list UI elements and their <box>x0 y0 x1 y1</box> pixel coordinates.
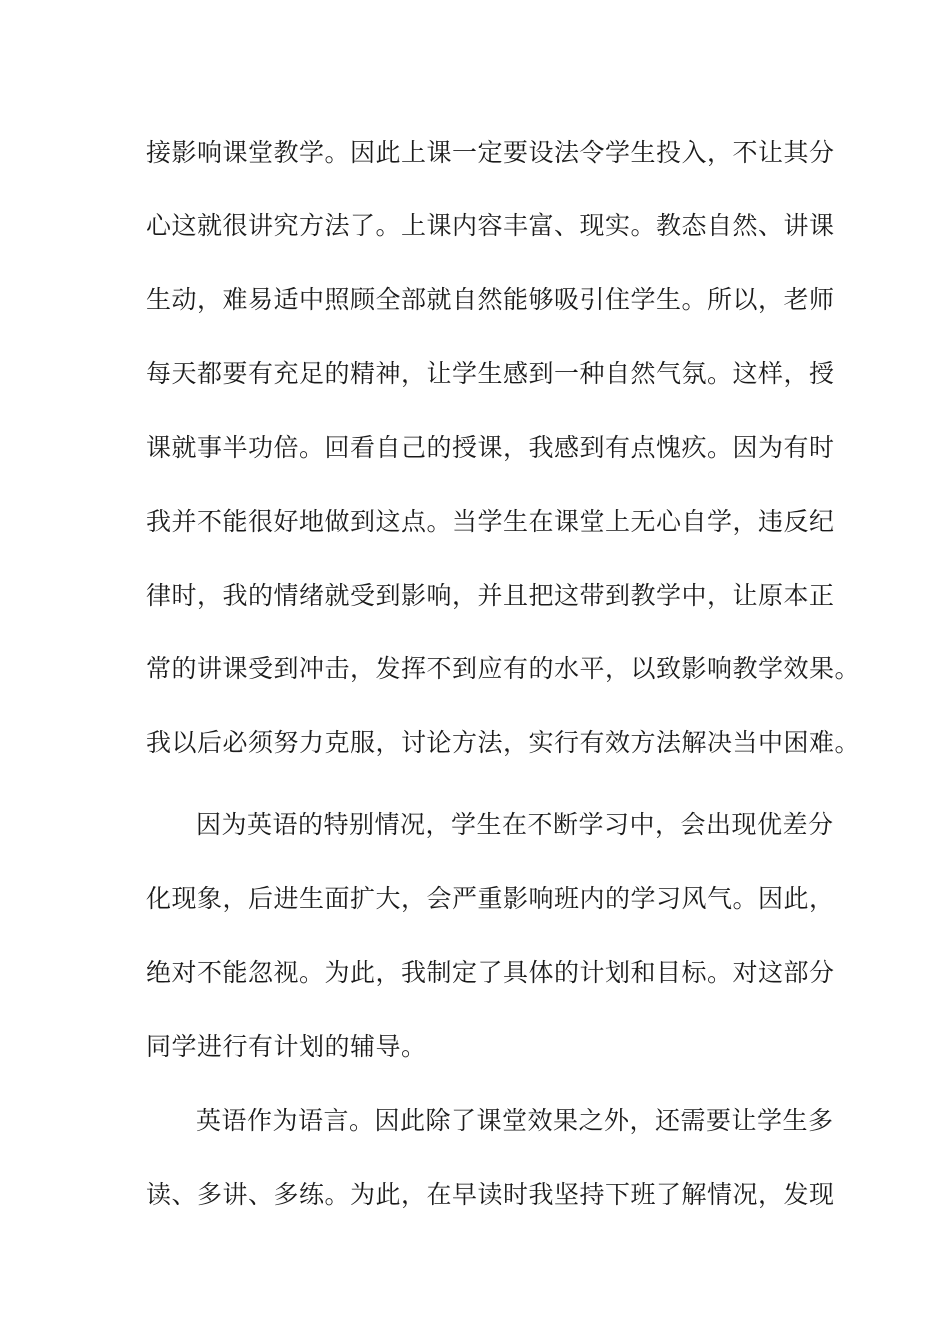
text-line-8: 常的讲课受到冲击，发挥不到应有的水平，以致影响教学效果。 <box>146 654 861 683</box>
text-line-7: 律时，我的情绪就受到影响，并且把这带到教学中，让原本正 <box>146 581 835 610</box>
text-line-9: 我以后必须努力克服，讨论方法，实行有效方法解决当中困难。 <box>146 728 861 757</box>
text-line-2: 心这就很讲究方法了。上课内容丰富、现实。教态自然、讲课 <box>146 211 835 240</box>
paragraph-3-line-2: 读、多讲、多练。为此，在早读时我坚持下班了解情况，发现 <box>146 1180 835 1209</box>
text-line-3: 生动，难易适中照顾全部就自然能够吸引住学生。所以，老师 <box>146 285 835 314</box>
text-line-1: 接影响课堂教学。因此上课一定要设法令学生投入，不让其分 <box>146 138 835 167</box>
paragraph-2-line-1: 因为英语的特别情况，学生在不断学习中，会出现优差分 <box>196 810 834 839</box>
paragraph-2-line-2: 化现象，后进生面扩大，会严重影响班内的学习风气。因此， <box>146 884 835 913</box>
text-line-6: 我并不能很好地做到这点。当学生在课堂上无心自学，违反纪 <box>146 507 835 536</box>
text-line-5: 课就事半功倍。回看自己的授课，我感到有点愧疚。因为有时 <box>146 433 835 462</box>
paragraph-3-line-1: 英语作为语言。因此除了课堂效果之外，还需要让学生多 <box>196 1106 834 1135</box>
text-line-4: 每天都要有充足的精神，让学生感到一种自然气氛。这样，授 <box>146 359 835 388</box>
paragraph-2-line-3: 绝对不能忽视。为此，我制定了具体的计划和目标。对这部分 <box>146 958 835 987</box>
paragraph-2-line-4: 同学进行有计划的辅导。 <box>146 1032 427 1061</box>
